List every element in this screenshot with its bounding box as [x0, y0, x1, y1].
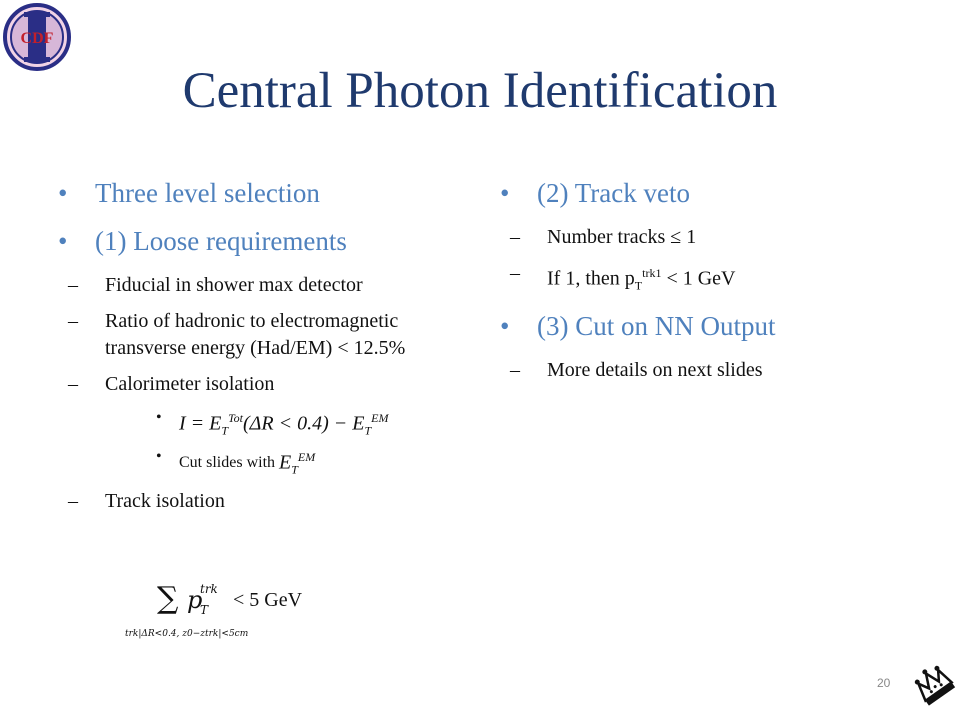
subsub-text: Cut slides with [179, 453, 276, 471]
subsub-cut-slides [58, 446, 458, 481]
crown-logo-icon [910, 663, 958, 707]
sub-had-em-ratio [58, 308, 458, 362]
svg-text:trk: trk [200, 582, 218, 596]
svg-text:T: T [200, 603, 209, 617]
dash-icon: – [68, 490, 78, 513]
svg-text:CDF: CDF [20, 30, 54, 47]
dash-icon: – [510, 262, 520, 284]
dash-icon: – [510, 226, 520, 248]
dash-icon: – [68, 373, 78, 395]
bullet-dot-icon: • [156, 447, 162, 465]
sub-text-pre: If 1, then p [547, 267, 635, 290]
sub-text: Fiducial in shower max detector [105, 274, 363, 296]
sub-text-post: < 1 GeV [661, 267, 736, 290]
sub-text: More details on next slides [547, 358, 763, 381]
bullet-text: Three level selection [95, 178, 320, 208]
iso-threshold: < 5 GeV [233, 589, 303, 611]
svg-text:p: p [187, 586, 203, 614]
dash-icon: – [68, 274, 78, 296]
bullet-dot-icon: • [156, 409, 162, 426]
pt-subscript: T [634, 278, 643, 293]
subsub-isolation-formula [58, 407, 458, 442]
dash-icon: – [68, 310, 78, 332]
track-isolation-formula [125, 574, 365, 646]
pt-superscript: trk1 [642, 266, 662, 280]
slide-title: Central Photon Identification [182, 63, 778, 119]
sub-more-details [500, 357, 920, 384]
bullet-dot-icon: • [500, 310, 510, 341]
bullet-text: (2) Track veto [537, 178, 690, 208]
sub-text: Ratio of hadronic to electromagnetic transverse energy (Had/EM) < 12.5% [105, 310, 406, 359]
sub-text: Number tracks ≤ 1 [547, 226, 697, 248]
bullet-text: (1) Loose requirements [95, 226, 347, 256]
bullet-loose-requirements [58, 224, 458, 258]
sub-text: Calorimeter isolation [105, 373, 275, 395]
et-em-formula: $E_T^{EM}$ [279, 449, 316, 477]
sum-lower-limit: trk|ΔR<0.4, z0−ztrk|<5cm [125, 629, 249, 639]
bullet-dot-icon: • [58, 226, 68, 256]
isolation-formula: $I = E_T^{Tot}(\Delta R < 0.4) - E_T^{EM}$ [179, 411, 389, 438]
sub-calorimeter-isolation [58, 371, 458, 398]
bullet-track-veto [500, 176, 920, 210]
page-number: 20 [877, 676, 891, 690]
sub-text: Track isolation [105, 490, 225, 513]
left-column [58, 176, 458, 524]
sub-number-tracks [500, 224, 920, 251]
bullet-text: (3) Cut on NN Output [537, 310, 776, 341]
bullet-dot-icon: • [58, 178, 68, 208]
svg-text:∑: ∑ [157, 581, 179, 616]
bullet-nn-output [500, 309, 920, 343]
sub-if-one-track [500, 260, 920, 300]
right-column [500, 176, 920, 393]
dash-icon: – [510, 358, 520, 381]
bullet-dot-icon: • [500, 178, 510, 208]
bullet-three-level [58, 176, 458, 210]
sub-fiducial [58, 272, 458, 299]
sub-track-isolation [58, 488, 458, 515]
